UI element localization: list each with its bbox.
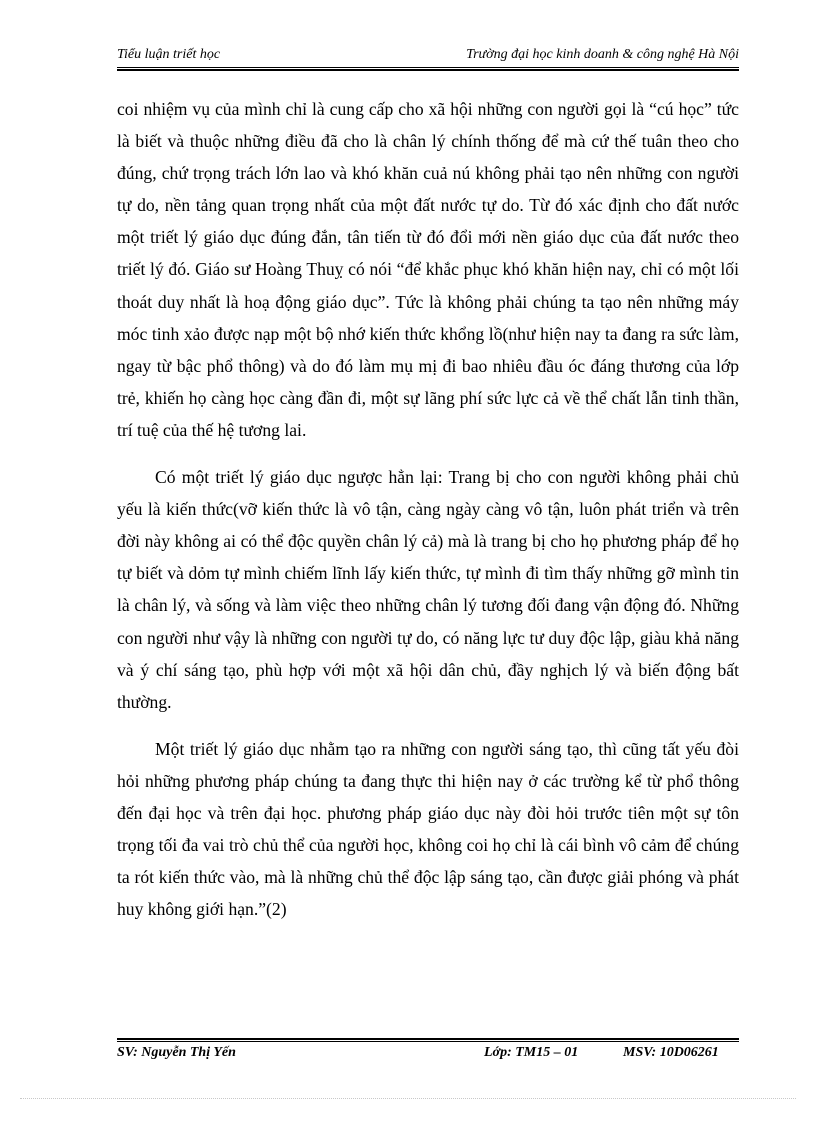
header-divider bbox=[117, 67, 739, 71]
page-bottom-dotted-line bbox=[20, 1098, 796, 1099]
footer-divider bbox=[117, 1038, 739, 1042]
page-footer bbox=[117, 1045, 739, 1065]
footer-student-id: MSV: 10D06261 bbox=[623, 1045, 719, 1060]
paragraph-1: coi nhiệm vụ của mình chỉ là cung cấp cho xã hội những con người gọi là “cú học” tức là biết và thuộc những điều đã cho là chân lý chính thống để mà cứ thế tuân theo cho đúng, chứ trọng trách lớn lao và khó khăn cuả nú không phải tạo nên những con người tự do, nền tảng quan trọng nhất của một đất nước tự do. Từ đó xác định cho đất nước một triết lý giáo dục đúng đắn, tân tiến từ đó đổi mới nền giáo dục của đất nước theo triết lý đó. Giáo sư Hoàng Thuỵ có nói “để khắc phục khó khăn hiện nay, chỉ có một lối thoát duy nhất là hoạ động giáo dục”. Tức là không phải chúng ta tạo nên những máy móc tinh xảo được nạp một bộ nhớ kiến thức khổng lồ(như hiện nay ta đang ra sức làm, ngay từ bậc phổ thông) và do đó làm mụ mị đi bao nhiêu đầu óc đáng thương của lớp trẻ, khiến họ càng học càng đần đi, một sự lãng phí sức lực cả về thể chất lẫn tinh thần, trí tuệ của thế hệ tương lai. bbox=[117, 99, 739, 440]
header-right-institution: Trường đại học kinh doanh & công nghệ Hà Nội bbox=[466, 47, 739, 62]
header-left-title: Tiểu luận triết học bbox=[117, 47, 221, 62]
footer-student-name: SV: Nguyễn Thị Yến bbox=[117, 1045, 236, 1060]
paragraph-2: Có một triết lý giáo dục ngược hẳn lại: Trang bị cho con người không phải chủ yếu là kiến thức(vỡ kiến thức là vô tận, càng ngày càng vô tận, luôn phát triển và trên đời này không ai có thể độc quyền chân lý cả) mà là trang bị cho họ phương pháp để họ tự biết và dỏm tự mình chiếm lĩnh lấy kiến thức, tự mình đi tìm thấy những gỡ mình tin là chân lý, và sống và làm việc theo những chân lý tương đối đang vận động đó. Những con người như vậy là những con người tự do, có năng lực tư duy độc lập, giàu khả năng và ý chí sáng tạo, phù hợp với một xã hội dân chủ, đầy nghịch lý và biến động bất thường. bbox=[117, 467, 739, 712]
paragraph-3: Một triết lý giáo dục nhằm tạo ra những con người sáng tạo, thì cũng tất yếu đòi hỏi những phương pháp chúng ta đang thực thi hiện nay ở các trường kể từ phổ thông đến đại học và trên đại học. phương pháp giáo dục này đòi hỏi trước tiên một sự tôn trọng tối đa vai trò chủ thể của người học, không coi họ chỉ là cái bình vô cảm để chúng ta rót kiến thức vào, mà là những chủ thể độc lập sáng tạo, cần được giải phóng và phát huy không giới hạn.”(2) bbox=[117, 738, 739, 920]
page-header bbox=[117, 47, 739, 67]
footer-class: Lớp: TM15 – 01 bbox=[484, 1045, 579, 1060]
body-text bbox=[117, 93, 739, 925]
